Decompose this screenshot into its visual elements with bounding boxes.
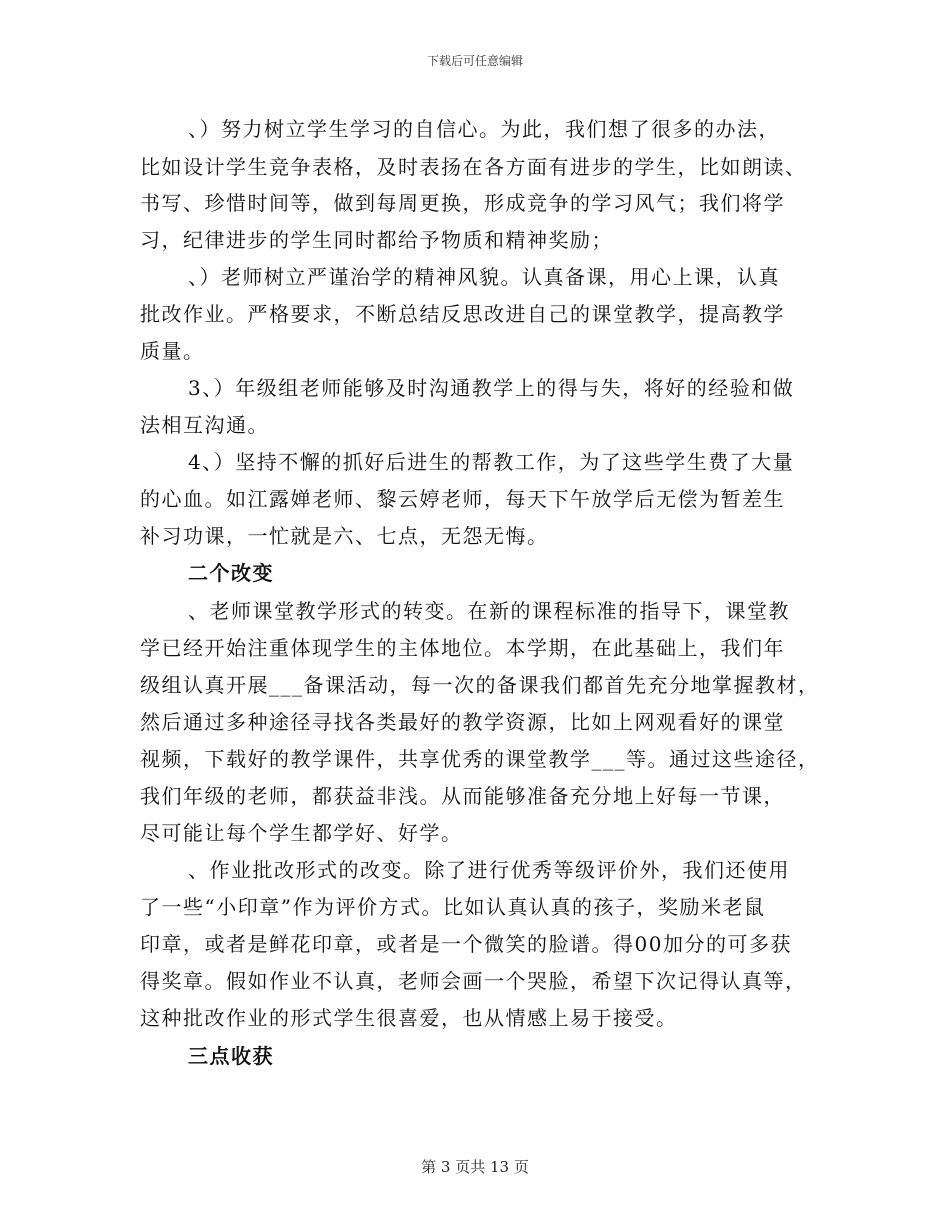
paragraph-line: 习，纪律进步的学生同时都给予物质和精神奖励； xyxy=(140,228,613,252)
paragraph-line: 了一些“小印章”作为评价方式。比如认真认真的孩子，奖励米老鼠 xyxy=(140,895,766,919)
paragraph-line: 批改作业。严格要求，不断总结反思改进自己的课堂教学，提高教学 xyxy=(140,302,785,326)
paragraph-line: 然后通过多种途径寻找各类最好的教学资源，比如上网观看好的课堂 xyxy=(140,710,785,734)
paragraph-line: 级组认真开展___备课活动，每一次的备课我们都首先充分地掌握教材， xyxy=(140,673,820,697)
paragraph-line: 、作业批改形式的改变。除了进行优秀等级评价外，我们还使用 xyxy=(188,858,790,882)
paragraph-line: 的心血。如江露婵老师、黎云婷老师，每天下午放学后无偿为暂差生 xyxy=(140,487,785,511)
paragraph-line: 学已经开始注重体现学生的主体地位。本学期，在此基础上，我们年 xyxy=(140,636,785,660)
paragraph-line: 、）努力树立学生学习的自信心。为此，我们想了很多的办法， xyxy=(188,117,780,141)
paragraph-line: 3、）年级组老师能够及时沟通教学上的得与失，将好的经验和做 xyxy=(188,376,795,400)
section-heading: 二个改变 xyxy=(188,561,274,585)
paragraph-line: 这种批改作业的形式学生很喜爱，也从情感上易于接受。 xyxy=(140,1006,678,1030)
paragraph-line: 、）老师树立严谨治学的精神风貌。认真备课，用心上课，认真 xyxy=(188,265,780,289)
paragraph-line: 得奖章。假如作业不认真，老师会画一个哭脸，希望下次记得认真等， xyxy=(140,969,807,993)
paragraph-line: 质量。 xyxy=(140,339,205,363)
paragraph-line: 补习功课，一忙就是六、七点，无怨无悔。 xyxy=(140,524,549,548)
paragraph-line: 印章，或者是鲜花印章，或者是一个微笑的脸谱。得00加分的可多获 xyxy=(140,932,792,956)
paragraph-line: 4、）坚持不懈的抓好后进生的帮教工作，为了这些学生费了大量 xyxy=(188,450,795,474)
paragraph-line: 尽可能让每个学生都学好、好学。 xyxy=(140,821,463,845)
page-header: 下载后可任意编辑 xyxy=(426,54,523,68)
page-footer: 第 3 页共 13 页 xyxy=(421,1158,529,1176)
section-heading: 三点收获 xyxy=(188,1044,274,1068)
paragraph-line: 我们年级的老师，都获益非浅。从而能够准备充分地上好每一节课， xyxy=(140,784,785,808)
paragraph-line: 视频，下载好的教学课件，共享优秀的课堂教学___等。通过这些途径， xyxy=(140,747,820,771)
paragraph-line: 书写、珍惜时间等，做到每周更换，形成竞争的学习风气；我们将学 xyxy=(140,191,785,215)
paragraph-line: 比如设计学生竞争表格，及时表扬在各方面有进步的学生，比如朗读、 xyxy=(140,155,807,179)
paragraph-line: 法相互沟通。 xyxy=(140,413,269,437)
paragraph-line: 、老师课堂教学形式的转变。在新的课程标准的指导下，课堂教 xyxy=(188,599,790,623)
